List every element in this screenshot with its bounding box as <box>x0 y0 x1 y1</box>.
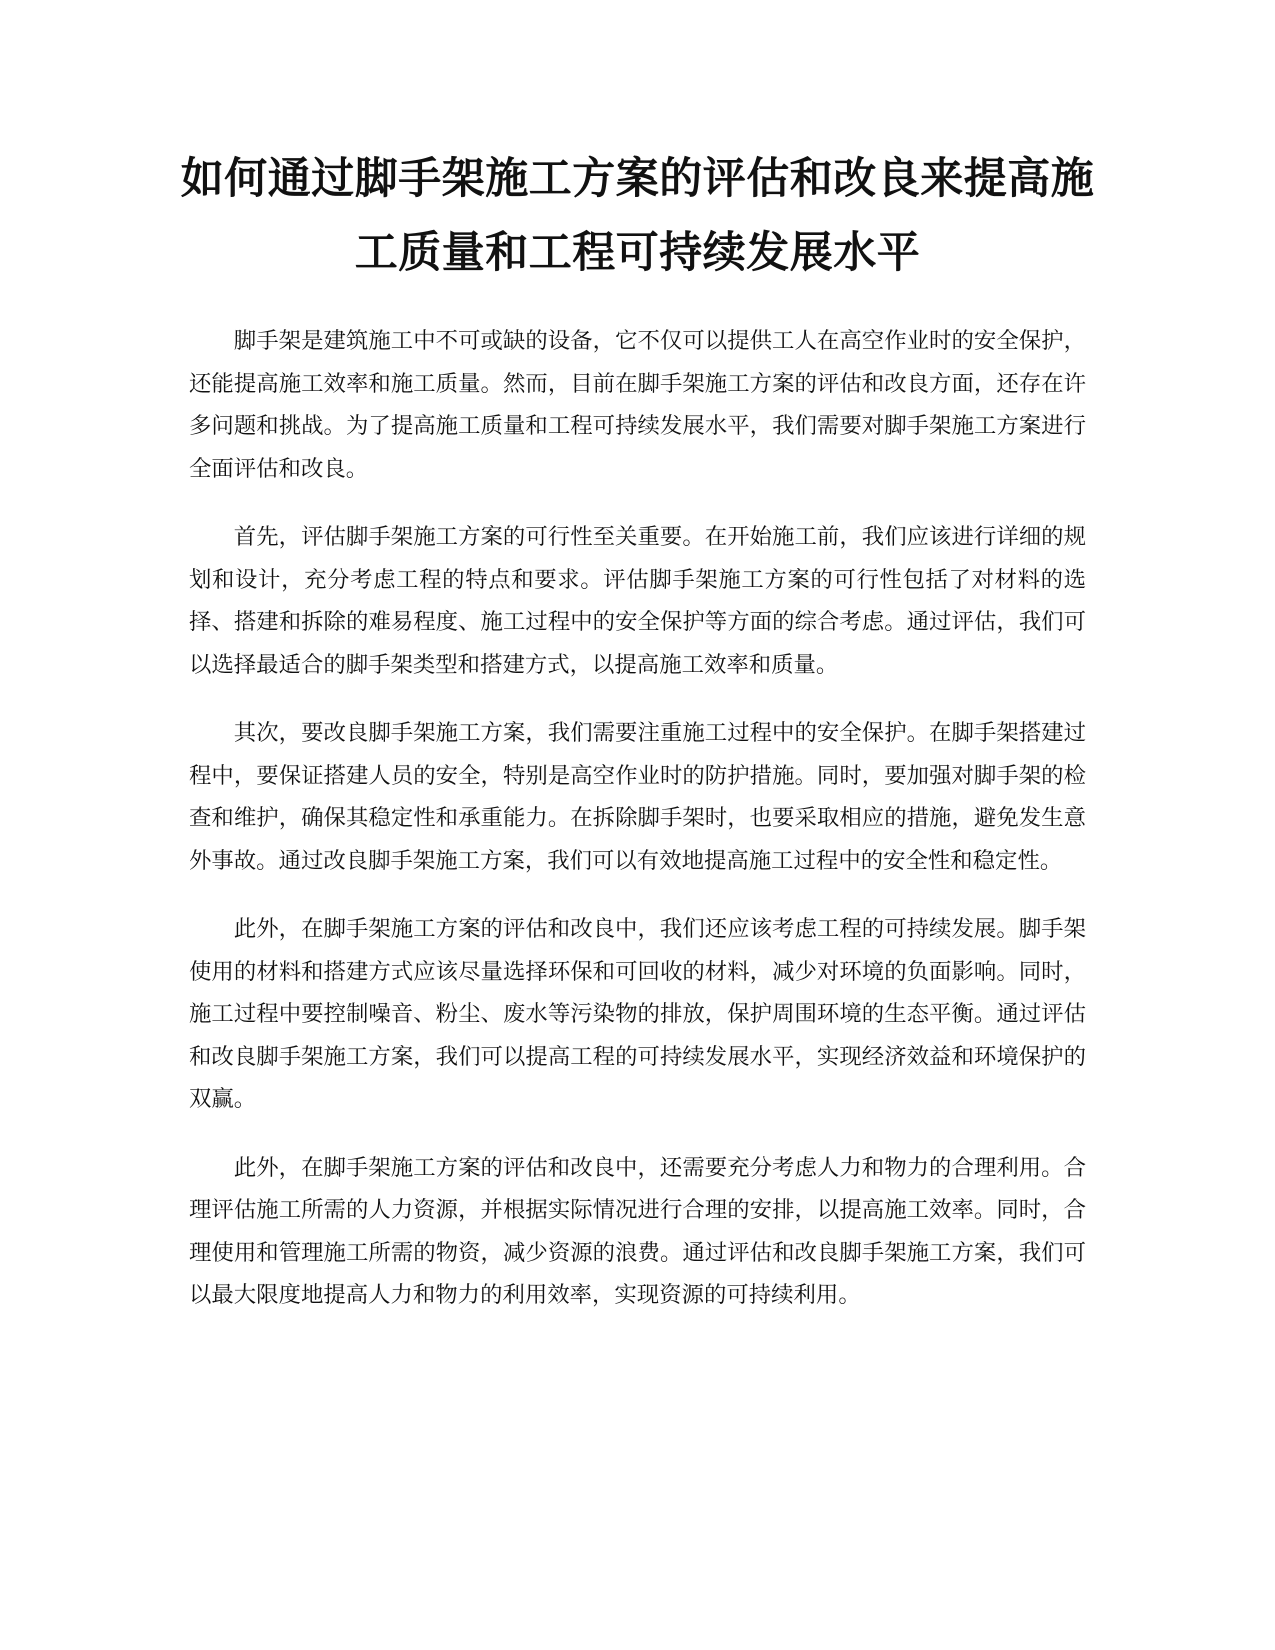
paragraph-5: 此外，在脚手架施工方案的评估和改良中，还需要充分考虑人力和物力的合理利用。合理评估施工所需的人力资源，并根据实际情况进行合理的安排，以提高施工效率。同时，合理使用和管理施工所需的物资，减少资源的浪费。通过评估和改良脚手架施工方案，我们可以最大限度地提高人力和物力的利用效率，实现资源的可持续利用。 <box>189 1154 1086 1308</box>
paragraph-4: 此外，在脚手架施工方案的评估和改良中，我们还应该考虑工程的可持续发展。脚手架使用的材料和搭建方式应该尽量选择环保和可回收的材料，减少对环境的负面影响。同时，施工过程中要控制噪音、粉尘、废水等污染物的排放，保护周围环境的生态平衡。通过评估和改良脚手架施工方案，我们可以提高工程的可持续发展水平，实现经济效益和环境保护的双赢。 <box>189 916 1086 1112</box>
paragraph-2: 首先，评估脚手架施工方案的可行性至关重要。在开始施工前，我们应该进行详细的规划和设计，充分考虑工程的特点和要求。评估脚手架施工方案的可行性包括了对材料的选择、搭建和拆除的难易程度、施工过程中的安全保护等方面的综合考虑。通过评估，我们可以选择最适合的脚手架类型和搭建方式，以提高施工效率和质量。 <box>189 524 1086 678</box>
document-title: 如何通过脚手架施工方案的评估和改良来提高施工质量和工程可持续发展水平 <box>180 154 1095 278</box>
paragraph-1: 脚手架是建筑施工中不可或缺的设备，它不仅可以提供工人在高空作业时的安全保护，还能提高施工效率和施工质量。然而，目前在脚手架施工方案的评估和改良方面，还存在许多问题和挑战。为了提高施工质量和工程可持续发展水平，我们需要对脚手架施工方案进行全面评估和改良。 <box>189 328 1086 482</box>
document-body <box>189 320 1086 1343</box>
paragraph-3: 其次，要改良脚手架施工方案，我们需要注重施工过程中的安全保护。在脚手架搭建过程中，要保证搭建人员的安全，特别是高空作业时的防护措施。同时，要加强对脚手架的检查和维护，确保其稳定性和承重能力。在拆除脚手架时，也要采取相应的措施，避免发生意外事故。通过改良脚手架施工方案，我们可以有效地提高施工过程中的安全性和稳定性。 <box>189 720 1086 874</box>
